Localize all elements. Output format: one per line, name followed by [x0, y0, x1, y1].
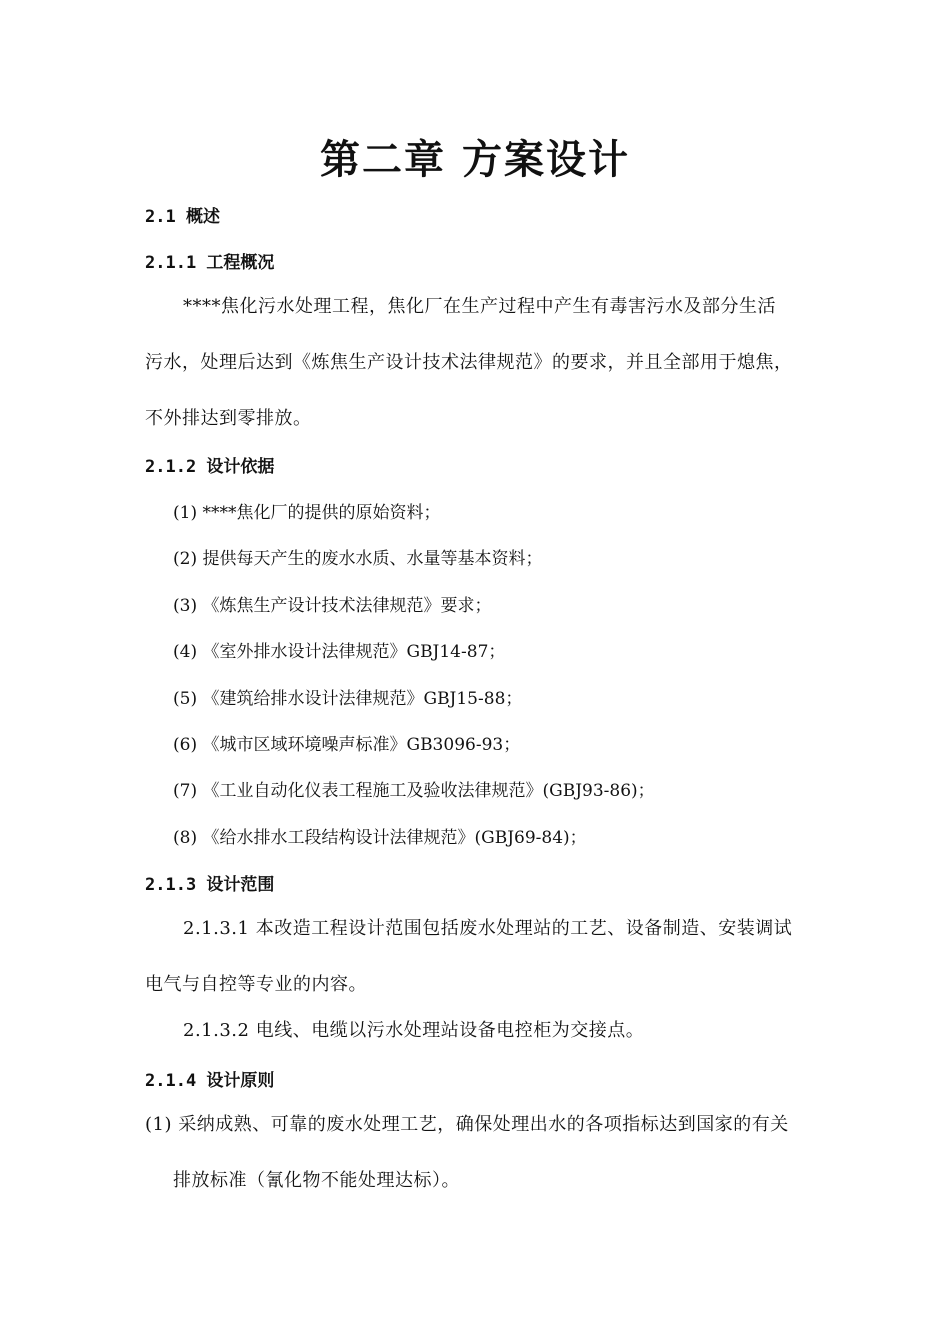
list-item: (5) 《建筑给排水设计法律规范》GBJ15-88；	[173, 689, 523, 709]
paragraph-line: 污水，处理后达到《炼焦生产设计技术法律规范》的要求，并且全部用于熄焦，	[145, 352, 793, 373]
list-item: (2) 提供每天产生的废水水质、水量等基本资料；	[173, 549, 543, 569]
paragraph-line: 不外排达到零排放。	[145, 408, 312, 429]
section-heading-2-1-2: 2.1.2 设计依据	[145, 457, 275, 477]
paragraph-line: 2.1.3.1 本改造工程设计范围包括废水处理站的工艺、设备制造、安装调试	[183, 918, 793, 939]
list-item: (6) 《城市区域环境噪声标准》GB3096-93；	[173, 735, 521, 755]
list-item: (1) ****焦化厂的提供的原始资料；	[173, 503, 441, 523]
paragraph-line: (1) 采纳成熟、可靠的废水处理工艺，确保处理出水的各项指标达到国家的有关	[145, 1114, 789, 1135]
section-heading-2-1-4: 2.1.4 设计原则	[145, 1071, 275, 1091]
section-heading-2-1-1: 2.1.1 工程概况	[145, 253, 275, 273]
page-title: 第二章 方案设计	[320, 136, 630, 183]
paragraph-line: ****焦化污水处理工程，焦化厂在生产过程中产生有毒害污水及部分生活	[183, 296, 776, 317]
list-item: (3) 《炼焦生产设计技术法律规范》要求；	[173, 596, 492, 616]
paragraph-line: 排放标准（氰化物不能处理达标）。	[173, 1170, 460, 1191]
list-item: (8) 《给水排水工段结构设计法律规范》(GBJ69-84)；	[173, 828, 587, 848]
list-item: (7) 《工业自动化仪表工程施工及验收法律规范》(GBJ93-86)；	[173, 781, 655, 801]
paragraph-line: 2.1.3.2 电线、电缆以污水处理站设备电控柜为交接点。	[183, 1020, 645, 1041]
section-heading-2-1-3: 2.1.3 设计范围	[145, 875, 275, 895]
paragraph-line: 电气与自控等专业的内容。	[145, 974, 367, 995]
section-heading-2-1: 2.1 概述	[145, 207, 220, 227]
list-item: (4) 《室外排水设计法律规范》GBJ14-87；	[173, 642, 506, 662]
